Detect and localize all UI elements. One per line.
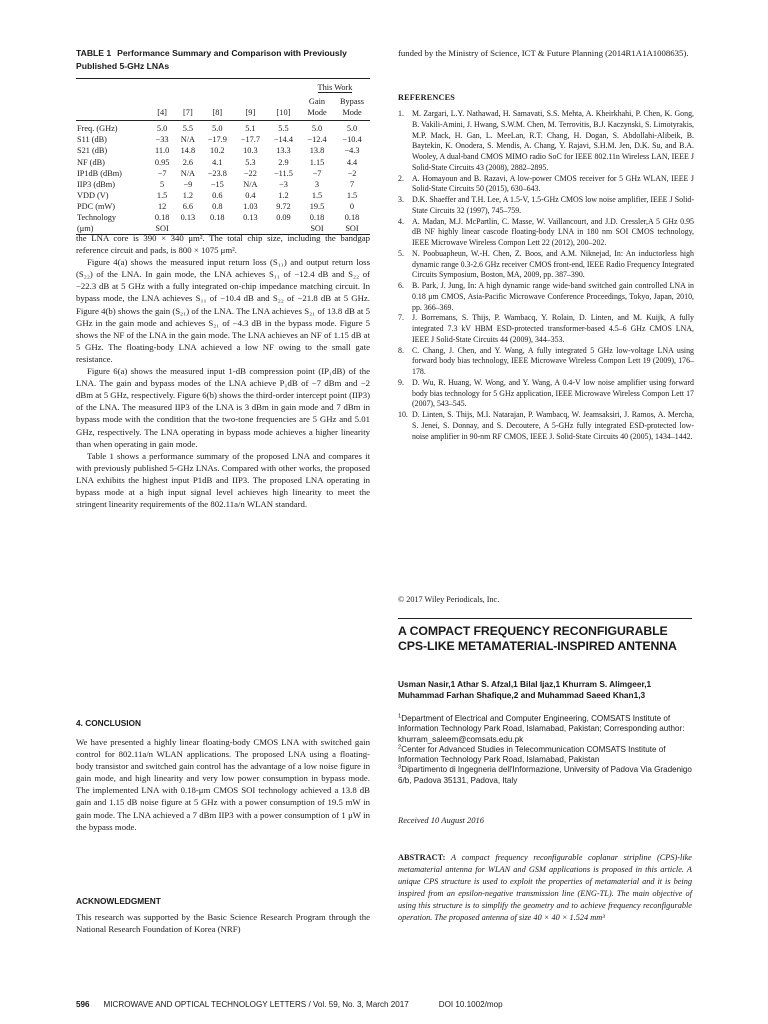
table-cell: −4.3 [344, 146, 360, 156]
table-cell: −15 [210, 179, 224, 189]
table-cell: 0.18 [154, 213, 170, 223]
table-caption-text: Performance Summary and Comparison with Previously Published 5-GHz LNAs [76, 48, 347, 71]
table-cell: 4.1 [212, 157, 223, 167]
reference-text: D.K. Shaeffer and T.H. Lee, A 1.5-V, 1.5-GHz CMOS low noise amplifier, IEEE J Solid-State Circuits 32 (1997), 745–759. [412, 195, 694, 215]
table-cell: −10.4 [342, 135, 362, 145]
reference-item [398, 109, 694, 174]
table-cell: 9.72 [276, 201, 291, 211]
reference-number: 5. [398, 248, 404, 258]
table-cell: −23.8 [207, 168, 227, 178]
table-caption [76, 47, 370, 72]
table-cell: 0.18 [210, 213, 225, 223]
row-label: NF (dB) [77, 157, 105, 167]
reference-item [398, 249, 694, 281]
table-cell: 5.0 [346, 124, 358, 134]
table-row [76, 134, 370, 145]
table-cell: −3 [279, 179, 288, 189]
affiliation-1: $^1$Department of Electrical and Computer Engineering, COMSATS Institute of Information Technology Park Road, Islamabad, Pakistan; Corresponding author: khurram_saleem@comsats.edu.pk [398, 713, 685, 744]
column-header: Gain Mode [307, 97, 327, 118]
table-cell: 0.95 [154, 157, 170, 167]
paragraph: the LNA core is 390 × 340 μm². The total chip size, including the bandgap reference circuit and pads, is 800 × 1075 μm². [76, 233, 370, 256]
article-title: A COMPACT FREQUENCY RECONFIGURABLE CPS-LIKE METAMATERIAL-INSPIRED ANTENNA [398, 624, 677, 653]
abstract-text: A compact frequency reconfigurable coplanar stripline (CPS)-like metamaterial antenna for WLAN and GSM applications is proposed in this article. A unique CPS structure is used to exploit the properties of metamaterial and it is being inspired from an epsilon-negative transmission line (ENG-TL). The main objective of using this structure is to simplify the geometry and to achieve frequency reconfigurable operation. The proposed antenna of size 40 × 40 × 1.524 mm³ [398, 853, 692, 922]
column-header: [10] [276, 108, 291, 118]
table-row [76, 121, 370, 135]
references-list [398, 109, 694, 442]
table-cell: 0.6 [212, 190, 223, 200]
column-header: [9] [245, 108, 256, 118]
conclusion-heading: 4. CONCLUSION [76, 718, 141, 728]
doi: DOI 10.1002/mop [438, 1000, 503, 1009]
paragraph: Figure 4(a) shows the measured input return loss (S₁₁) and output return loss (S₂₂) of the LNA. In gain mode, the LNA achieves S₁₁ of −12.4 dB and S₂₂ of −22.3 dB at 5 GHz with a fully integrated on-chip impedance matching circuit. In bypass mode, the LNA achieves S₁₁ of −10.4 dB and S₂₂ of −21.8 dB at 5 GHz. Figure 4(b) shows the gain (S₂₁) of the LNA. The LNA achieves S₂₁ of 13.8 dB at 5 GHz in the gain mode and achieves S₂₁ of −4.3 dB in the bypass mode. Figure 5 shows the NF of the LNA in the gain mode. The LNA achieves an NF of 1.15 dB at 5 GHz. The floating-body LNA achieved a low NF owing to the small gate resistance. [76, 257, 370, 364]
table-cell: 1.2 [278, 190, 289, 200]
copyright: © 2017 Wiley Periodicals, Inc. [398, 595, 500, 604]
table-cell: 5 [160, 179, 165, 189]
reference-text: A. Homayoun and B. Razavi, A low-power CMOS receiver for 5 GHz WLAN, IEEE J Solid-State Circuits 50 (2015), 630–643. [412, 173, 694, 194]
table-cell: −7 [157, 168, 167, 178]
table-cell: 0.4 [245, 190, 256, 200]
row-label: S21 (dB) [77, 146, 108, 156]
affiliation-2: $^2$Center for Advanced Studies in Telecommunication COMSATS Institute of Information Technology Park Road, Islamabad, Pakistan [398, 744, 666, 765]
reference-number: 3. [398, 195, 404, 204]
table-cell: SOI [345, 224, 359, 234]
row-label: VDD (V) [77, 190, 109, 200]
table-cell: −7 [312, 168, 322, 178]
reference-number: 10. [398, 410, 408, 419]
table-cell: 5.5 [278, 124, 289, 134]
table-number: TABLE 1 [76, 48, 112, 58]
reference-item [398, 281, 694, 313]
table-header-row [76, 96, 370, 121]
table-cell: 1.15 [309, 157, 325, 167]
reference-item [398, 195, 694, 217]
reference-text: A. Madan, M.J. McPartlin, C. Masse, W. Vaillancourt, and J.D. Cressler,A 5 GHz 0.95 dB NF highly linear cascode floating-body LNA in 180 nm SOI CMOS technology, IEEE Microwave Wireless Compon Lett 22 (2012), 200–202. [412, 216, 694, 247]
table-cell: 6.6 [182, 201, 194, 211]
table-cell: 5.1 [245, 124, 256, 134]
table-cell: 19.5 [309, 201, 325, 211]
table-cell: 5.0 [212, 124, 223, 134]
table-cell: −2 [347, 168, 357, 178]
abstract [398, 852, 692, 924]
authors: Usman Nasir,1 Athar S. Afzal,1 Bilal Ijaz,1 Khurram S. Alimgeer,1 Muhammad Farhan Shafique,2 and Muhammad Saeed Khan1,3 [398, 679, 652, 700]
table-cell: 13.8 [309, 146, 325, 156]
paragraph: We have presented a highly linear floating-body CMOS LNA with switched gain control for 802.11a/n WLAN applications. The proposed LNA using a floating-body transistor and switched gain control has the advantage of a low noise figure in gain mode, and high linearity and very low power consumption in bypass mode. The implemented LNA with 0.18-μm CMOS SOI technology achieved a 13.8 dB gain and 1.15 dB noise figure at 5 GHz with a power consumption of 19.5 mW in gain mode. The LNA achieved a 7 dBm IIP3 with a power consumption of 1 μW in the bypass mode. [76, 737, 370, 832]
table-cell: N/A [243, 179, 258, 189]
performance-table [76, 78, 370, 235]
table-cell: 0.18 [309, 213, 325, 223]
reference-item [398, 174, 694, 196]
reference-number: 2. [398, 173, 404, 183]
left-body [76, 232, 370, 510]
table-cell: 2.6 [182, 157, 194, 167]
reference-item [398, 217, 694, 249]
column-header: [7] [183, 108, 193, 118]
table-cell: 10.3 [243, 146, 258, 156]
acknowledgment-heading: ACKNOWLEDGMENT [76, 896, 161, 906]
row-label: S11 (dB) [77, 135, 107, 145]
table-cell: −14.4 [273, 135, 294, 145]
reference-number: 4. [398, 216, 404, 226]
paragraph: This research was supported by the Basic Science Research Program through the National Research Foundation of Korea (NRF) [76, 912, 370, 935]
affiliation-3: $^3$Dipartimento di Ingegneria dell'Informazione, University of Padova Via Gradenigo 6/b, Padova 35131, Padova, Italy [398, 764, 692, 785]
table-cell: 5.5 [182, 124, 194, 134]
row-label: PDC (mW) [77, 201, 116, 211]
table-cell: −17.7 [240, 135, 260, 145]
table-row [76, 212, 370, 223]
table-cell: −17.9 [207, 135, 227, 145]
row-label: IP1dB (dBm) [77, 168, 122, 178]
reference-text: D. Wu, R. Huang, W. Wong, and Y. Wang, A 0.4-V low noise amplifier using forward body bias technology for 5 GHz application, IEEE Microwave Wireless Compon Lett 17 (2007), 543–545. [412, 377, 694, 409]
conclusion-body [76, 736, 370, 833]
table-row [76, 179, 370, 190]
reference-item [398, 313, 694, 345]
reference-text: B. Park, J. Jung, In: A high dynamic range wide-band switched gain controlled LNA in 0.18 μm CMOS, Asia-Pacific Microwave Conference Proceedings, Tokyo, Japan, 2010, pp. 366–369. [412, 281, 694, 312]
page-number: 596 [76, 1000, 90, 1009]
table-cell: 0 [349, 201, 355, 211]
column-header: [4] [157, 108, 167, 118]
table-cell: SOI [155, 224, 169, 234]
table-cell: 0.09 [276, 213, 291, 223]
table-row [76, 145, 370, 156]
table-cell: 13.3 [276, 146, 291, 156]
reference-text: M. Zargari, L.Y. Nathawad, H. Samavati, S.S. Mehta, A. Kheirkhahi, P. Chen, K. Gong, B. Vakili-Amini, J. Hwang, S.W.M. Chen, M. Terrovitis, B.J. Kaczynski, S. Limotyrakis, M.P. Mack, H. Gan, L. MeeLan, R.T. Chang, H. Dogan, S. Abdollahi-Alibeik, B. Baytekin, K. Onodera, S. Mendis, A. Chang, Y. Rajavi, S.H.M. Jen, D.K. Su, and B.A. Wooley, A dual-band CMOS MIMO radio SoC for IEEE 802.11n Wireless LAN, IEEE J Solid-State Circuits 43 (2008), 2882–2895. [412, 109, 694, 172]
reference-number: 9. [398, 377, 404, 387]
row-label: Freq. (GHz) [77, 124, 118, 134]
column-header: [8] [212, 108, 223, 118]
column-header: Bypass Mode [340, 97, 364, 118]
table-cell: −33 [155, 135, 169, 145]
table-cell: N/A [180, 168, 196, 178]
table-body [76, 121, 370, 235]
table-cell: 5.0 [156, 124, 168, 134]
reference-number: 1. [398, 109, 404, 118]
reference-text: J. Borremans, S. Thijs, P. Wambacq, Y. Rolain, D. Linten, and M. Kuijk, A fully integrated 7.3 kV HBM ESD-protected transformer-based 4.5–6 GHz CMOS LNA, IEEE J Solid-State Circuits 44 (2009), 344–353. [412, 313, 694, 344]
reference-item [398, 378, 694, 410]
table-cell: 0.13 [243, 213, 258, 223]
table-cell: 3 [314, 179, 320, 189]
reference-text: C. Chang, J. Chen, and Y. Wang, A fully integrated 5 GHz low-voltage LNA using forward body bias technology, IEEE Microwave Wireless Compon Lett 19 (2009), 176–178. [412, 345, 694, 376]
table-cell: 10.2 [210, 146, 225, 156]
table-row [76, 157, 370, 168]
affiliations [398, 714, 692, 786]
table-cell: −11.5 [274, 168, 293, 178]
table-cell: 12 [157, 201, 167, 211]
reference-number: 7. [398, 313, 404, 323]
reference-item [398, 346, 694, 378]
table-cell: 5.0 [311, 124, 323, 134]
table-cell: −9 [183, 179, 193, 189]
row-label: IIP3 (dBm) [77, 179, 116, 189]
table-cell: 1.03 [243, 201, 258, 211]
table-cell: 5.3 [245, 157, 256, 167]
reference-text: N. Poobuapheun, W.-H. Chen, Z. Boos, and A.M. Niknejad, In: An inductorless high dynamic range 0.3-2.6 GHz receiver CMOS front-end, IEEE Radio Frequency Integrated Circuits Symposium, Boston, MA, 2009, pp. 387–390. [412, 248, 694, 280]
table-cell: N/A [180, 135, 196, 145]
table-cell: 1.5 [311, 190, 323, 200]
table-row [76, 190, 370, 201]
acknowledgment-body [76, 911, 370, 935]
table-cell: 4.4 [346, 157, 358, 167]
this-work-header: This Work [317, 83, 353, 92]
page-footer [76, 1000, 692, 1009]
paragraph: Table 1 shows a performance summary of the proposed LNA and compares it with previously published 5-GHz LNAs. Compared with other works, the proposed LNA exhibits the highest input P1dB and IIP3. The proposed LNA operating in bypass mode at a high input signal level achieves high linearity to meet the stringent linearity requirements of the 802.11a/n WLAN standard. [76, 450, 370, 510]
table-cell: 1.5 [156, 190, 168, 200]
table-cell: 7 [349, 179, 355, 189]
table-cell: 1.5 [346, 190, 358, 200]
references-heading: REFERENCES [398, 93, 456, 102]
divider [398, 618, 692, 619]
received-date: Received 10 August 2016 [398, 815, 485, 825]
row-label: Technology [77, 213, 117, 223]
reference-number: 6. [398, 281, 404, 290]
table-cell: 1.2 [182, 190, 194, 200]
table-cell: SOI [310, 224, 324, 234]
table-cell: 0.18 [344, 213, 360, 223]
table-cell: 2.9 [278, 157, 289, 167]
table-cell: 0.13 [180, 213, 196, 223]
table-cell: 14.8 [180, 146, 196, 156]
table-cell: −22 [243, 168, 257, 178]
paragraph: Figure 6(a) shows the measured input 1-dB compression point (IP₁dB) of the LNA. The gain and bypass modes of the LNA achieve P₁dB of −7 dBm and −2 dBm at 5 GHz, respectively. Figure 6(b) shows the third-order intercept point (IIP3) of the LNA. The measured IIP3 of the LNA is 3 dBm in gain mode and 7 dBm in bypass mode with the condition that the two-tone frequencies are 5 GHz and 5.01 GHz, respectively. The LNA operating in bypass mode achieves a higher linearity than when operating in gain mode. [76, 366, 370, 449]
table-cell: 0.8 [212, 201, 223, 211]
table-row [76, 168, 370, 179]
table-row [76, 201, 370, 212]
table-cell: 11.0 [155, 146, 170, 156]
reference-text: D. Linten, S. Thijs, M.I. Natarajan, P. Wambacq, W. Jeamsaksiri, J. Ramos, A. Mercha, S. Jenei, S. Donnay, and S. Decoutere, A 5-GHz fully integrated ESD-protected low-noise amplifier in 90-nm RF CMOS, IEEE J. Solid-State Circuits 40 (2005), 1434–1442. [412, 410, 694, 441]
journal-info: MICROWAVE AND OPTICAL TECHNOLOGY LETTERS / Vol. 59, No. 3, March 2017 [103, 1000, 409, 1009]
funding-text: funded by the Ministry of Science, ICT & Future Planning (2014R1A1A1008635). [398, 48, 689, 58]
reference-item [398, 410, 694, 442]
reference-number: 8. [398, 345, 404, 355]
abstract-label: ABSTRACT: [398, 853, 446, 862]
table-cell: −12.4 [307, 135, 327, 145]
row-label: (μm) [77, 224, 94, 234]
